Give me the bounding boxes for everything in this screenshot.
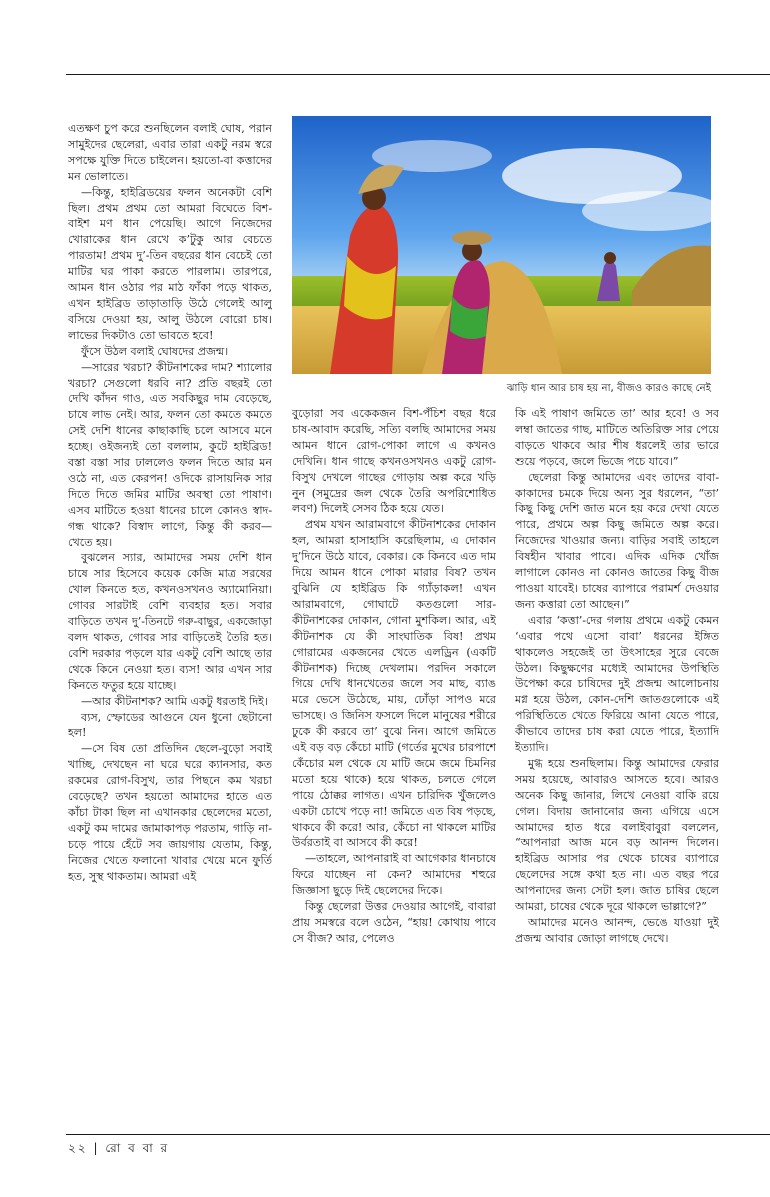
page-footer [68, 1140, 169, 1160]
paragraph: ব্যস, স্ফোডের আগুনে যেন ধুনো ছেটানো হল! [68, 710, 272, 740]
paragraph: ফুঁসে উঠল বলাই ঘোষদের প্রজন্ম। [81, 344, 229, 358]
footer-separator: | [93, 1141, 100, 1155]
paragraph: এতক্ষণ চুপ করে শুনছিলেন বলাই ঘোষ, পরান সামুইদের ছেলেরা, এবার তারা একটু নরম স্বরে সপক্ষে যুক্তি দিতে চাইলেন। হয়তো-বা কত্তাদের মন ভোলাতে। [68, 122, 272, 183]
paragraph: কিন্তু ছেলেরা উত্তর দেওয়ার আগেই, বাবারা প্রায় সমস্বরে বলে ওঠেন, “হায়! কোথায় পাবে সে বীজ? আর, পেলেও [292, 900, 496, 945]
paragraph: কি এই পাষাণ জমিতে তা’ আর হবে! ও সব লম্বা জাতের গাছ, মাটিতে অতিরিক্ত সার পেয়ে বাড়তে থাকবে আর শীষ ধরলেই তার ভারে শুয়ে পড়বে, জলে ভিজে পচে যাবে।” [515, 407, 719, 468]
magazine-name: রো ব বা র [105, 1141, 170, 1155]
paragraph: —সারের খরচা? কীটনাশকের দাম? শ্যালোর খরচা? সেগুলো ধরবি না? প্রতি বছরই তো দেখি কাঁদন গাও, এত সবকিছুর দাম বেড়েছে, চাষে লাভ নেই। আর, ফলন তো কমতে কমতে সেই দেশি ধানের কাছাকাছি চলে আসবে মনে হচ্ছে। ওইজন্যই তো বললাম, কুটে হাইব্রিড! বস্তা বস্তা সার ঢাললেও ফলন দিতে আর মন ওঠে না, এত কেরপন! ওদিকে রাসায়নিক সার দিতে দিতে জমির মাটির অবস্থা তো পাষাণ। এসব মাটিতে হওয়া ধানের চালে কোনও স্বাদ-গন্ধ থাকে? বিস্বাদ লাগে, কিন্তু কী করব— খেতে হয়। [68, 360, 272, 549]
page-number: ২২ [68, 1141, 88, 1155]
paragraph: —আর কীটনাশক? আমি একটু ধরতাই দিই। [81, 694, 268, 708]
paragraph: আমাদের মনেও আনন্দ, ভেঙে যাওয়া দুই প্রজন্ম আবার জোড়া লাগছে দেখে। [515, 916, 719, 945]
paragraph: বুঝলেন স্যার, আমাদের সময় দেশি ধান চাষে সার হিসেবে কয়েক কেজি মাত্র সরষের খোল কিনতে হত, কখনওসখনও অ্যামোনিয়া। গোবর সারটাই বেশি ব্যবহার হত। সবার বাড়িতে তখন দু’-তিনটে গরু-বাছুর, একজোড়া বলদ থাকত, গোবর সার বাড়িতেই তৈরি হত। বেশি দরকার পড়লে যার একটু বেশি আছে তার থেকে কিনে নেওয়া হত। ব্যস! আর এখন সার কিনতে ফতুর হয়ে যাচ্ছে। [68, 551, 272, 692]
article-column-3 [515, 406, 719, 1126]
article-column-2 [292, 406, 496, 1126]
paragraph: —সে বিষ তো প্রতিদিন ছেলে-বুড়ো সবাই খাচ্ছি, দেখছেন না ঘরে ঘরে ক্যানসার, কত রকমের রোগ-বিসুখ, তার পিছনে কম খরচা বেড়েছে? তখন হয়তো আমাদের হাতে এত কাঁচা টাকা ছিল না এখানকার ছেলেদের মতো, একটু কম দামের জামাকাপড় পরতাম, গাড়ি না-চড়ে পায়ে হেঁটে সব জায়গায় যেতাম, কিন্তু, নিজের খেতে ফলানো খাবার খেয়ে মনে ফুর্তি হত, সুস্থ থাকতাম। আমরা এই [68, 742, 272, 883]
paragraph: এবার ‘কত্তা’-দের গলায় প্রথমে একটু কেমন ‘এবার পথে এসো বাবা’ ধরনের ইঙ্গিত থাকলেও সহজেই তা উৎসাহের সুরে বেজে উঠল। কিছুক্ষণের মধ্যেই আমাদের উপস্থিতি উপেক্ষা করে চাষিদের দুই প্রজন্ম আলোচনায় মগ্ন হয়ে উঠল, কোন-দেশি জাতগুলোকে এই পরিস্থিতিতে খেতে ফিরিয়ে আনা যেতে পারে, কীভাবে তাদের চাষ করা যেতে পারে, ইত্যাদি ইত্যাদি। [515, 613, 719, 755]
paragraph: —তাহলে, আপনারাই বা আগেকার ধানচাষে ফিরে যাচ্ছেন না কেন? আমাদের শহুরে জিজ্ঞাসা ছুড়ে দিই ছেলেদের দিকে। [292, 852, 496, 898]
photo-caption: ঝাড়ি ধান আর চাষ হয় না, বীজও কারও কাছে নেই [506, 383, 711, 394]
paragraph: বুড়োরা সব একেকজন বিশ-পঁচিশ বছর ধরে চাষ-আবাদ করেছি, সত্যি বলছি আমাদের সময় আমন ধানে রোগ-পোকা লাগে এ কখনও দেখিনি। ধান গাছে কখনওসখনও একটু রোগ-বিসুখ দেখলে গাছের গোড়ায় অল্প করে খড়ি নুন (সমুদ্রের জল থেকে তৈরি অপরিশোধিত লবণ) দিলেই সেসব ঠিক হয়ে যেত। [292, 407, 496, 516]
paragraph: মুগ্ধ হয়ে শুনছিলাম। কিন্তু আমাদের ফেরার সময় হয়েছে, আবারও আসতে হবে। আরও অনেক কিছু জানার, লিখে নেওয়া বাকি রয়ে গেল। বিদায় জানানোর জন্য এগিয়ে এসে আমাদের হাত ধরে বলাইবাবুরা বললেন, “আপনারা আজ মনে বড় আনন্দ দিলেন। হাইব্রিড আসার পর থেকে চাষের ব্যাপারে ছেলেদের সঙ্গে কথা হত না। এত বছর পরে আপনাদের জন্য সেটা হল। জাত চাষির ছেলে আমরা, চাষের থেকে দূরে থাকলে ভাল্লাগে?” [515, 756, 719, 914]
threshing-photo-illustration [292, 116, 711, 374]
paragraph: —কিন্তু, হাইব্রিডয়ের ফলন অনেকটা বেশি ছিল। প্রথম প্রথম তো আমরা বিঘেতে বিশ-বাইশ মণ ধান পেয়েছি। আগে নিজেদের খোরাকের ধান রেখে ক’টুকু আর বেচতে পারতাম! প্রথম দু’-তিন বছরের ধান বেচেই তো মাটির ঘর পাকা করতে পারলাম। তারপরে, আমন ধান ওঠার পর মাঠ ফাঁকা পড়ে থাকত, এখন হাইব্রিড তাড়াতাড়ি উঠে গেলেই আলু বসিয়ে দেওয়া হয়, আলু উঠলে বোরো চাষ। লাভের দিকটাও তো ভাবতে হবে! [68, 185, 272, 342]
bottom-rule [66, 1134, 770, 1135]
top-rule [66, 74, 770, 75]
article-photo [292, 116, 711, 374]
paragraph: ছেলেরা কিন্তু আমাদের এবং তাদের বাবা-কাকাদের চমকে দিয়ে অন্য সুর ধরলেন, “তা’ কিছু কিছু দেশি জাত মনে হয় করে দেখা যেতে পারে, প্রথমে অল্প কিছু জমিতে অল্প করে। নিজেদের খাওয়ার জন্য। বাড়ির সবাই তাহলে বিষহীন খাবার পাবে। এদিক এদিক খোঁজ লাগালে কোনও না কোনও জাতের কিছু বীজ পাওয়া যাবেই। চাষের ব্যাপারে পরামর্শ দেওয়ার জন্য কত্তারা তো আছেন।” [515, 470, 719, 611]
paragraph: প্রথম যখন আরামবাগে কীটনাশকের দোকান হল, আমরা হাসাহাসি করেছিলাম, এ দোকান দু’দিনে উঠে যাবে, বেকার। কে কিনবে এত দাম দিয়ে আমন ধানে পোকা মারার বিষ? তখন বুঝিনি যে হাইব্রিড কি গ্যাঁড়াকল! এখন আরামবাগে, গোঘাটে কতগুলো সার-কীটনাশকের দোকান, গোনা মুশকিল। আর, এই কীটনাশক যে কী সাংঘাতিক বিষ! প্রথম গোরামের একজনের খেতে এলড্রিন (একটি কীটনাশক) দিচ্ছে দেখলাম। পরদিন সকালে গিয়ে দেখি ধানখেতের জলে সব মাছ, ব্যাঙ মরে ভেসে উঠেছে, মায়, ঢোঁড়া সাপও মরে ভাসছে। ও জিনিস ফসলে দিলে মানুষের শরীরে ঢুকে কী করবে তা’ বুঝে নিন। আগে জমিতে এই বড় বড় কেঁচো মাটি (গর্তের মুখের চারপাশে কেঁচোর মল থেকে যে মাটি জমে জমে চিমনির মতো হয়ে থাকে) হয়ে থাকত, চলতে গেলে পায়ে ঠোক্কর লাগত। এখন চারিদিক খুঁজলেও একটা চোখে পড়ে না! জমিতে এত বিষ পড়ছে, থাকবে কী করে! আর, কেঁচো না থাকলে মাটির উর্বরতাই বা আসবে কী করে! [292, 518, 496, 850]
article-column-1 [68, 121, 272, 1121]
